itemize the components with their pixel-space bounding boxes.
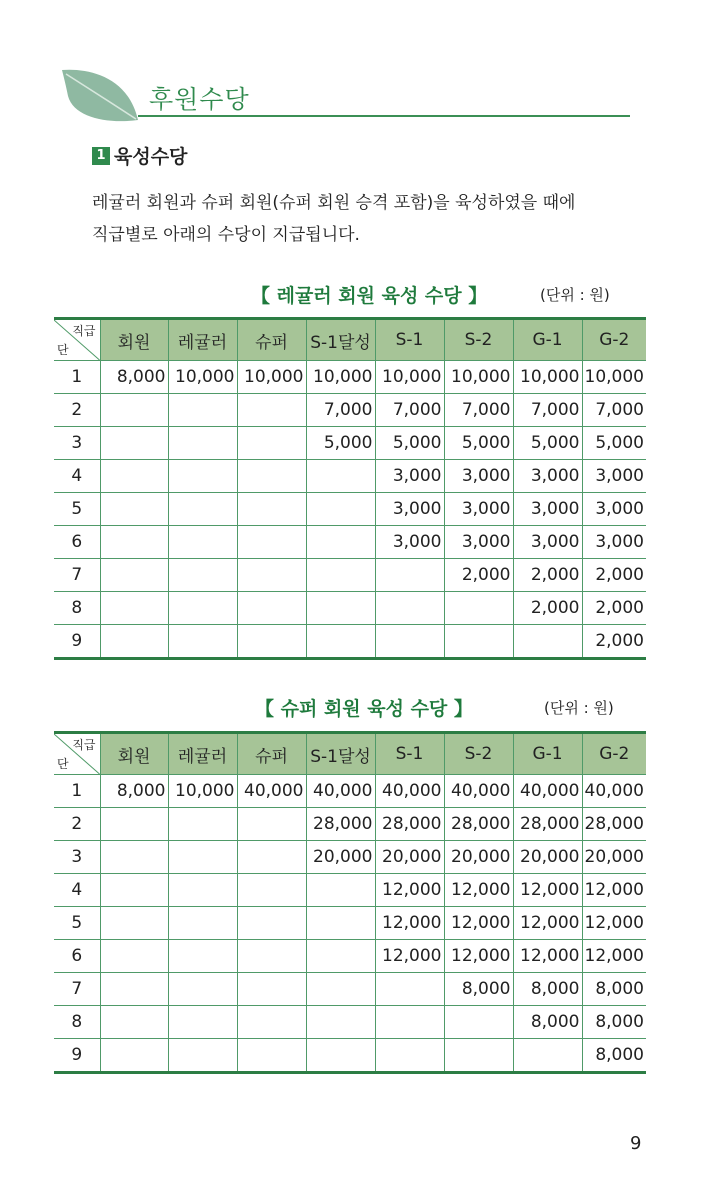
leaf-icon <box>58 66 142 126</box>
amount-cell <box>168 559 237 592</box>
column-header: S-1달성 <box>306 319 375 361</box>
amount-cell: 8,000 <box>100 361 168 394</box>
amount-cell <box>306 526 375 559</box>
amount-cell <box>444 592 513 625</box>
amount-cell <box>168 940 237 973</box>
amount-cell <box>237 1039 306 1073</box>
amount-cell <box>306 874 375 907</box>
table-row <box>54 394 646 427</box>
amount-cell: 7,000 <box>306 394 375 427</box>
amount-cell: 28,000 <box>306 808 375 841</box>
amount-cell: 5,000 <box>375 427 444 460</box>
amount-cell: 40,000 <box>513 775 582 808</box>
amount-cell: 12,000 <box>375 940 444 973</box>
amount-cell <box>306 592 375 625</box>
amount-cell: 28,000 <box>582 808 646 841</box>
amount-cell <box>168 460 237 493</box>
amount-cell: 10,000 <box>375 361 444 394</box>
column-header: S-1달성 <box>306 733 375 775</box>
amount-cell: 12,000 <box>513 907 582 940</box>
page-number: 9 <box>630 1133 642 1154</box>
level-cell: 2 <box>54 394 100 427</box>
amount-cell: 12,000 <box>582 940 646 973</box>
amount-cell <box>237 973 306 1006</box>
amount-cell <box>168 907 237 940</box>
regular-allowance-table <box>54 317 646 660</box>
corner-header <box>54 319 100 361</box>
column-header: 슈퍼 <box>237 733 306 775</box>
amount-cell: 8,000 <box>444 973 513 1006</box>
unit-label: (단위 : 원) <box>540 286 610 304</box>
level-cell: 9 <box>54 1039 100 1073</box>
amount-cell: 3,000 <box>375 526 444 559</box>
amount-cell: 10,000 <box>237 361 306 394</box>
table-row <box>54 1039 646 1073</box>
level-cell: 3 <box>54 427 100 460</box>
amount-cell <box>237 592 306 625</box>
amount-cell <box>237 808 306 841</box>
level-cell: 4 <box>54 460 100 493</box>
amount-cell <box>100 460 168 493</box>
column-header: S-1 <box>375 733 444 775</box>
column-header: G-2 <box>582 319 646 361</box>
table-row <box>54 808 646 841</box>
header-row <box>54 733 646 775</box>
amount-cell: 20,000 <box>375 841 444 874</box>
amount-cell <box>237 460 306 493</box>
amount-cell <box>306 1039 375 1073</box>
amount-cell <box>100 973 168 1006</box>
amount-cell: 12,000 <box>375 907 444 940</box>
column-header: S-2 <box>444 319 513 361</box>
amount-cell: 12,000 <box>444 940 513 973</box>
amount-cell: 3,000 <box>375 493 444 526</box>
table-row <box>54 625 646 659</box>
amount-cell: 8,000 <box>582 973 646 1006</box>
table-row <box>54 1006 646 1039</box>
sub-heading-text: 육성수당 <box>114 146 188 168</box>
table-row <box>54 361 646 394</box>
amount-cell: 10,000 <box>444 361 513 394</box>
amount-cell: 12,000 <box>513 874 582 907</box>
amount-cell: 28,000 <box>375 808 444 841</box>
column-header: 회원 <box>100 733 168 775</box>
number-badge: 1 <box>92 147 110 165</box>
amount-cell: 12,000 <box>513 940 582 973</box>
amount-cell <box>444 1006 513 1039</box>
level-cell: 7 <box>54 973 100 1006</box>
title-rule <box>138 115 630 117</box>
amount-cell <box>306 625 375 659</box>
amount-cell <box>168 1006 237 1039</box>
amount-cell <box>100 940 168 973</box>
amount-cell <box>444 625 513 659</box>
amount-cell: 5,000 <box>582 427 646 460</box>
amount-cell <box>168 526 237 559</box>
level-cell: 1 <box>54 775 100 808</box>
amount-cell <box>168 1039 237 1073</box>
level-cell: 7 <box>54 559 100 592</box>
amount-cell: 8,000 <box>582 1039 646 1073</box>
amount-cell: 7,000 <box>444 394 513 427</box>
table-row <box>54 907 646 940</box>
section-title: 후원수당 <box>149 85 250 114</box>
level-cell: 6 <box>54 940 100 973</box>
level-cell: 8 <box>54 592 100 625</box>
amount-cell <box>306 460 375 493</box>
table-title: 【 레귤러 회원 육성 수당 】 <box>251 285 488 307</box>
header-row <box>54 319 646 361</box>
amount-cell: 20,000 <box>306 841 375 874</box>
amount-cell <box>513 625 582 659</box>
amount-cell <box>237 1006 306 1039</box>
table-row <box>54 592 646 625</box>
amount-cell: 28,000 <box>513 808 582 841</box>
table-row <box>54 973 646 1006</box>
amount-cell <box>168 592 237 625</box>
amount-cell: 12,000 <box>582 874 646 907</box>
amount-cell <box>306 559 375 592</box>
amount-cell: 2,000 <box>513 592 582 625</box>
amount-cell <box>100 427 168 460</box>
amount-cell: 5,000 <box>306 427 375 460</box>
amount-cell: 8,000 <box>582 1006 646 1039</box>
amount-cell <box>100 526 168 559</box>
amount-cell: 20,000 <box>444 841 513 874</box>
amount-cell <box>375 592 444 625</box>
intro-line: 직급별로 아래의 수당이 지급됩니다. <box>92 225 360 245</box>
table-title: 【 슈퍼 회원 육성 수당 】 <box>255 698 473 720</box>
amount-cell <box>513 1039 582 1073</box>
amount-cell: 40,000 <box>306 775 375 808</box>
amount-cell <box>306 907 375 940</box>
amount-cell: 12,000 <box>375 874 444 907</box>
table-row <box>54 841 646 874</box>
amount-cell <box>100 559 168 592</box>
column-header: G-1 <box>513 319 582 361</box>
amount-cell <box>168 874 237 907</box>
corner-header <box>54 733 100 775</box>
amount-cell: 7,000 <box>375 394 444 427</box>
level-cell: 9 <box>54 625 100 659</box>
amount-cell <box>375 1006 444 1039</box>
amount-cell <box>168 973 237 1006</box>
table-row <box>54 559 646 592</box>
intro-paragraph <box>92 187 652 251</box>
amount-cell <box>237 427 306 460</box>
amount-cell <box>168 625 237 659</box>
amount-cell <box>306 940 375 973</box>
amount-cell: 3,000 <box>582 460 646 493</box>
amount-cell: 7,000 <box>513 394 582 427</box>
column-header: S-1 <box>375 319 444 361</box>
amount-cell: 3,000 <box>375 460 444 493</box>
amount-cell: 40,000 <box>444 775 513 808</box>
amount-cell: 10,000 <box>513 361 582 394</box>
amount-cell <box>237 940 306 973</box>
amount-cell: 7,000 <box>582 394 646 427</box>
amount-cell <box>375 559 444 592</box>
column-header: 레귤러 <box>168 319 237 361</box>
table-row <box>54 775 646 808</box>
amount-cell <box>375 1039 444 1073</box>
amount-cell <box>168 808 237 841</box>
amount-cell <box>168 493 237 526</box>
amount-cell <box>237 493 306 526</box>
amount-cell <box>100 907 168 940</box>
level-cell: 4 <box>54 874 100 907</box>
amount-cell <box>100 493 168 526</box>
amount-cell: 3,000 <box>444 526 513 559</box>
amount-cell <box>100 592 168 625</box>
level-cell: 1 <box>54 361 100 394</box>
amount-cell: 8,000 <box>513 973 582 1006</box>
amount-cell <box>100 394 168 427</box>
amount-cell: 40,000 <box>582 775 646 808</box>
amount-cell: 12,000 <box>582 907 646 940</box>
unit-label: (단위 : 원) <box>544 699 614 717</box>
amount-cell: 3,000 <box>513 493 582 526</box>
amount-cell: 10,000 <box>168 361 237 394</box>
amount-cell <box>100 874 168 907</box>
amount-cell: 28,000 <box>444 808 513 841</box>
amount-cell <box>237 559 306 592</box>
amount-cell: 3,000 <box>444 460 513 493</box>
amount-cell: 20,000 <box>582 841 646 874</box>
column-header: 회원 <box>100 319 168 361</box>
amount-cell <box>306 493 375 526</box>
table-row <box>54 460 646 493</box>
amount-cell <box>375 973 444 1006</box>
amount-cell: 10,000 <box>306 361 375 394</box>
corner-rank-label: 직급 <box>72 738 96 752</box>
amount-cell: 2,000 <box>444 559 513 592</box>
amount-cell: 2,000 <box>582 625 646 659</box>
column-header: S-2 <box>444 733 513 775</box>
amount-cell <box>100 808 168 841</box>
column-header: G-2 <box>582 733 646 775</box>
amount-cell: 40,000 <box>375 775 444 808</box>
level-cell: 6 <box>54 526 100 559</box>
amount-cell: 3,000 <box>513 460 582 493</box>
amount-cell <box>168 841 237 874</box>
table-row <box>54 874 646 907</box>
amount-cell: 2,000 <box>582 592 646 625</box>
column-header: 슈퍼 <box>237 319 306 361</box>
amount-cell: 10,000 <box>582 361 646 394</box>
column-header: G-1 <box>513 733 582 775</box>
amount-cell <box>237 625 306 659</box>
amount-cell <box>168 394 237 427</box>
amount-cell: 12,000 <box>444 874 513 907</box>
amount-cell: 3,000 <box>444 493 513 526</box>
amount-cell <box>100 841 168 874</box>
amount-cell <box>306 1006 375 1039</box>
amount-cell: 3,000 <box>513 526 582 559</box>
sub-heading <box>92 142 187 169</box>
corner-rank-label: 직급 <box>72 324 96 338</box>
amount-cell: 8,000 <box>100 775 168 808</box>
level-cell: 5 <box>54 907 100 940</box>
table-row <box>54 526 646 559</box>
amount-cell <box>375 625 444 659</box>
amount-cell <box>100 1039 168 1073</box>
amount-cell <box>100 1006 168 1039</box>
level-cell: 2 <box>54 808 100 841</box>
corner-level-label: 단 <box>57 757 69 771</box>
amount-cell: 3,000 <box>582 526 646 559</box>
amount-cell: 5,000 <box>513 427 582 460</box>
amount-cell: 20,000 <box>513 841 582 874</box>
amount-cell <box>168 427 237 460</box>
amount-cell <box>237 394 306 427</box>
amount-cell <box>237 841 306 874</box>
super-allowance-table <box>54 731 646 1074</box>
amount-cell <box>100 625 168 659</box>
column-header: 레귤러 <box>168 733 237 775</box>
level-cell: 8 <box>54 1006 100 1039</box>
intro-line: 레귤러 회원과 슈퍼 회원(슈퍼 회원 승격 포함)을 육성하였을 때에 <box>92 193 576 213</box>
amount-cell: 12,000 <box>444 907 513 940</box>
amount-cell: 5,000 <box>444 427 513 460</box>
table-row <box>54 493 646 526</box>
amount-cell: 2,000 <box>582 559 646 592</box>
amount-cell <box>444 1039 513 1073</box>
amount-cell <box>306 973 375 1006</box>
amount-cell <box>237 874 306 907</box>
amount-cell: 40,000 <box>237 775 306 808</box>
table-row <box>54 427 646 460</box>
amount-cell: 2,000 <box>513 559 582 592</box>
table-row <box>54 940 646 973</box>
level-cell: 5 <box>54 493 100 526</box>
amount-cell: 10,000 <box>168 775 237 808</box>
corner-level-label: 단 <box>57 343 69 357</box>
level-cell: 3 <box>54 841 100 874</box>
amount-cell: 8,000 <box>513 1006 582 1039</box>
amount-cell <box>237 526 306 559</box>
amount-cell: 3,000 <box>582 493 646 526</box>
amount-cell <box>237 907 306 940</box>
